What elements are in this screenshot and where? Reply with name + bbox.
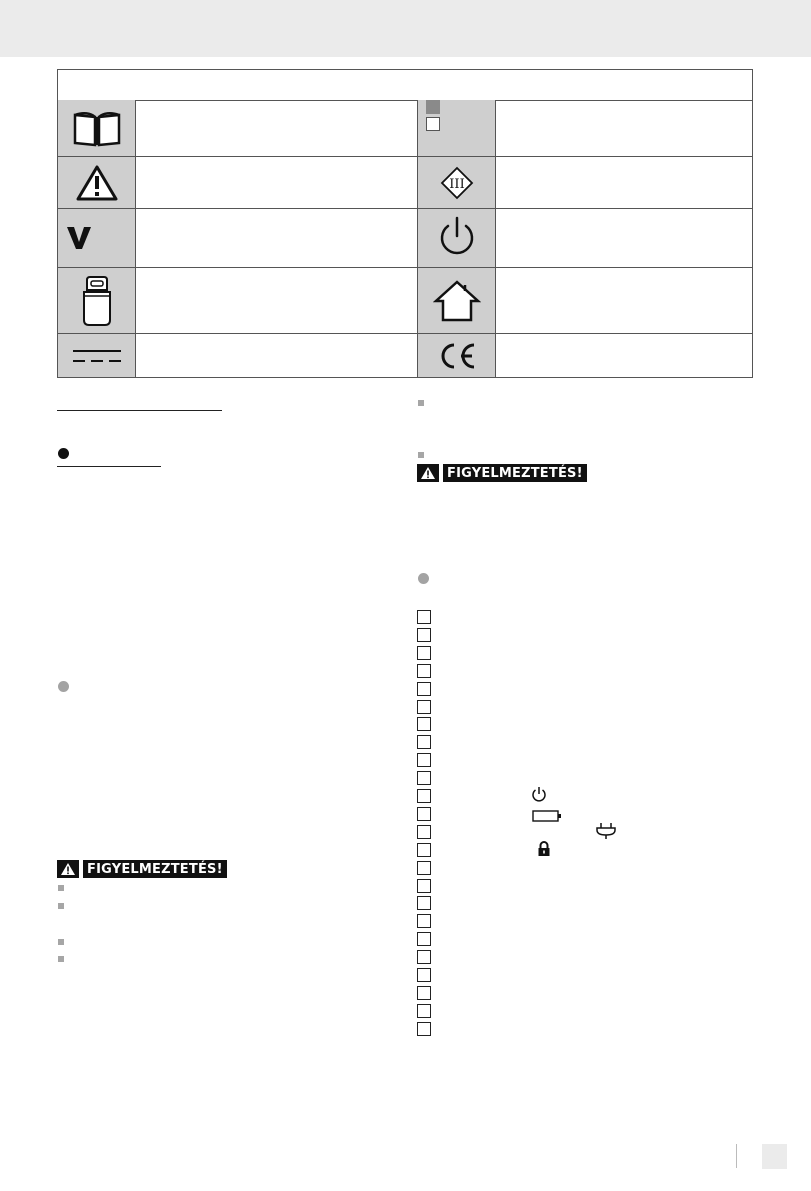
volt-v-icon <box>58 209 136 268</box>
part-number-box <box>417 879 431 893</box>
bullet <box>58 903 64 909</box>
protection-class-iii-icon <box>418 157 496 209</box>
power-standby-icon <box>418 209 496 268</box>
footer-divider <box>736 1144 737 1168</box>
part-number-box <box>417 610 431 624</box>
symbol-description <box>496 100 752 157</box>
part-number-box <box>417 1004 431 1018</box>
part-number-box <box>417 646 431 660</box>
part-number-box <box>417 753 431 767</box>
symbol-table-header <box>58 70 752 101</box>
symbol-description <box>496 209 752 268</box>
ce-mark-icon <box>418 334 496 377</box>
part-number-box <box>417 771 431 785</box>
warning-label: FIGYELMEZTETÉS! <box>83 860 227 878</box>
symbol-description <box>496 268 752 334</box>
symbol-description <box>136 334 417 377</box>
section-marker-dot <box>58 681 69 692</box>
part-number-box <box>417 861 431 875</box>
part-number-box <box>417 825 431 839</box>
power-icon <box>531 786 547 809</box>
part-number-box <box>417 807 431 821</box>
symbol-description <box>496 157 752 209</box>
battery-icon <box>532 809 562 827</box>
part-number-box <box>417 968 431 982</box>
bullet <box>418 400 424 406</box>
bullet <box>58 956 64 962</box>
bullet <box>58 885 64 891</box>
filled-empty-squares-icon <box>418 100 496 157</box>
page-number-box <box>762 1144 787 1169</box>
section-heading-underline <box>57 410 222 411</box>
part-number-box <box>417 914 431 928</box>
part-number-box <box>417 932 431 946</box>
warning-triangle-icon <box>58 157 136 209</box>
subsection-heading-underline <box>57 466 161 467</box>
bullet <box>58 939 64 945</box>
symbol-description <box>136 209 417 268</box>
direct-current-icon <box>58 334 136 377</box>
book-icon <box>58 100 136 157</box>
svg-text:III: III <box>448 176 465 192</box>
part-number-box <box>417 664 431 678</box>
symbol-description <box>136 157 417 209</box>
warning-icon <box>417 464 439 482</box>
part-number-box <box>417 735 431 749</box>
part-number-box <box>417 843 431 857</box>
part-number-box <box>417 700 431 714</box>
section-marker-dot <box>418 573 429 584</box>
symbol-description <box>496 334 752 377</box>
warning-banner <box>417 464 587 482</box>
warning-label: FIGYELMEZTETÉS! <box>443 464 587 482</box>
part-number-box <box>417 896 431 910</box>
symbol-description <box>136 100 417 157</box>
warning-icon <box>57 860 79 878</box>
bullet <box>418 452 424 458</box>
usb-c-plug-icon <box>58 268 136 334</box>
part-number-box <box>417 682 431 696</box>
part-number-box <box>417 628 431 642</box>
header-bar <box>0 0 811 57</box>
part-number-box <box>417 950 431 964</box>
plug-icon <box>595 822 617 845</box>
indoor-use-house-icon <box>418 268 496 334</box>
part-number-box <box>417 1022 431 1036</box>
part-number-box <box>417 717 431 731</box>
part-number-box <box>417 789 431 803</box>
section-marker-dot <box>58 448 69 459</box>
lock-icon <box>537 841 551 862</box>
part-number-box <box>417 986 431 1000</box>
symbol-table <box>57 69 753 378</box>
warning-banner <box>57 860 227 878</box>
symbol-description <box>136 268 417 334</box>
